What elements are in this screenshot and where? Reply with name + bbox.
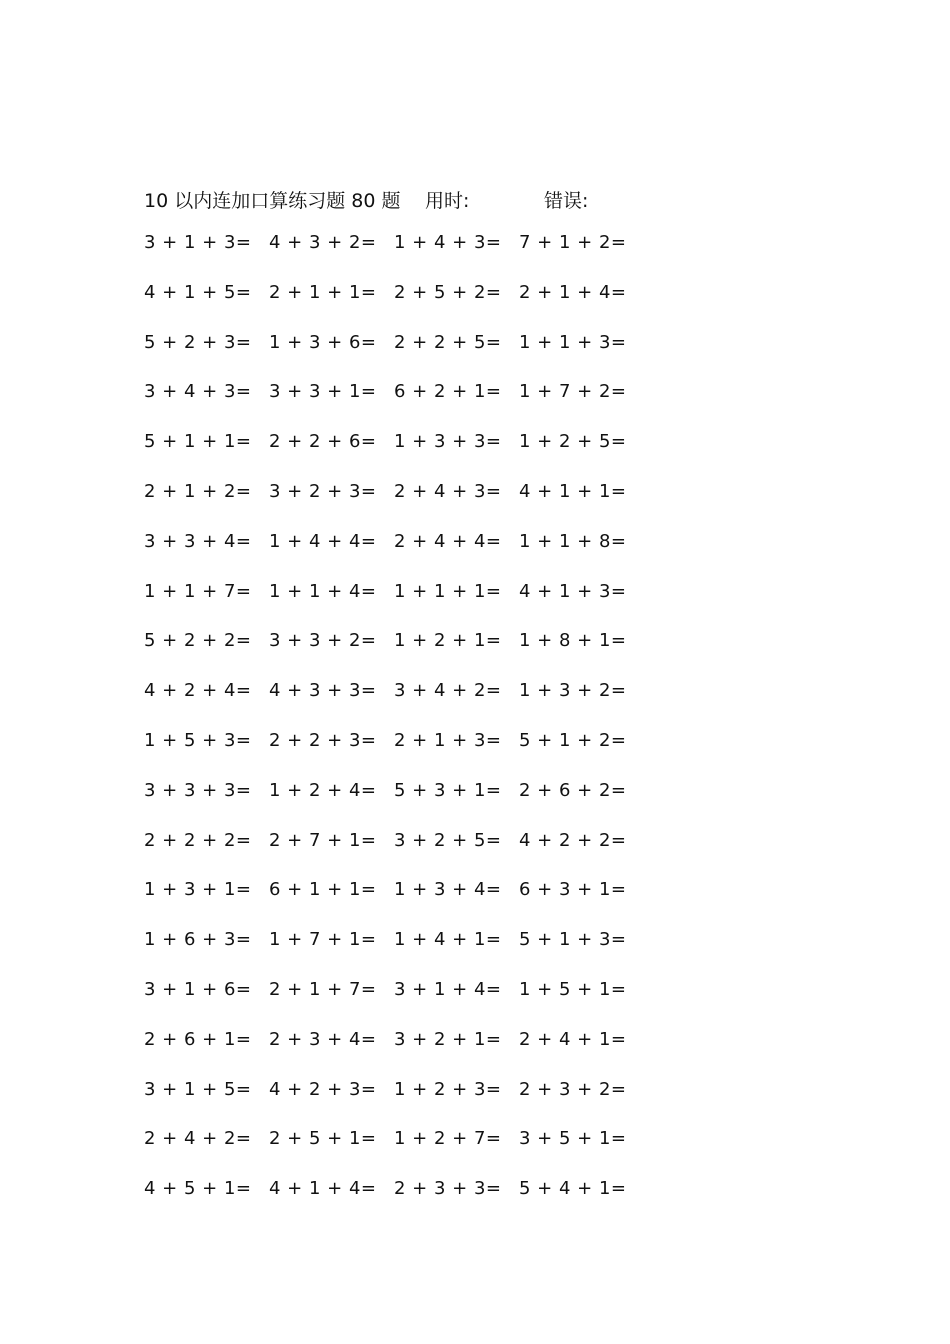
problem-row [144, 830, 644, 880]
addition-problem: 3 + 3 + 4= [144, 530, 252, 552]
addition-problem: 2 + 3 + 4= [269, 1028, 377, 1050]
addition-problem: 1 + 1 + 7= [144, 580, 252, 602]
addition-problem: 1 + 3 + 2= [519, 680, 627, 702]
addition-problem: 2 + 5 + 2= [394, 281, 502, 303]
addition-problem: 2 + 7 + 1= [269, 829, 377, 851]
addition-problem: 1 + 1 + 3= [519, 331, 627, 353]
addition-problem: 1 + 5 + 1= [519, 978, 627, 1000]
addition-problem: 1 + 2 + 3= [394, 1078, 502, 1100]
addition-problem: 3 + 3 + 1= [269, 381, 377, 403]
problem-row [144, 481, 644, 531]
addition-problem: 2 + 5 + 1= [269, 1128, 377, 1150]
problem-row [144, 630, 644, 680]
addition-problem: 2 + 1 + 3= [394, 729, 502, 751]
addition-problem: 2 + 3 + 2= [519, 1078, 627, 1100]
worksheet-title: 10 以内连加口算练习题 80 题 [144, 190, 401, 212]
problem-row [144, 979, 644, 1029]
addition-problem: 3 + 2 + 5= [394, 829, 502, 851]
addition-problem: 5 + 1 + 3= [519, 929, 627, 951]
addition-problem: 2 + 4 + 1= [519, 1028, 627, 1050]
addition-problem: 1 + 7 + 2= [519, 381, 627, 403]
addition-problem: 2 + 2 + 3= [269, 729, 377, 751]
addition-problem: 4 + 5 + 1= [144, 1178, 252, 1200]
addition-problem: 3 + 1 + 5= [144, 1078, 252, 1100]
problem-grid [144, 232, 644, 1228]
addition-problem: 4 + 1 + 5= [144, 281, 252, 303]
addition-problem: 1 + 1 + 4= [269, 580, 377, 602]
addition-problem: 1 + 5 + 3= [144, 729, 252, 751]
addition-problem: 1 + 6 + 3= [144, 929, 252, 951]
problem-row [144, 1178, 644, 1228]
addition-problem: 1 + 1 + 8= [519, 530, 627, 552]
addition-problem: 1 + 2 + 5= [519, 431, 627, 453]
addition-problem: 1 + 3 + 6= [269, 331, 377, 353]
addition-problem: 2 + 2 + 2= [144, 829, 252, 851]
addition-problem: 1 + 4 + 3= [394, 232, 502, 253]
problem-row [144, 730, 644, 780]
problem-row [144, 680, 644, 730]
addition-problem: 5 + 4 + 1= [519, 1178, 627, 1200]
addition-problem: 5 + 2 + 3= [144, 331, 252, 353]
problem-row [144, 1029, 644, 1079]
addition-problem: 2 + 6 + 1= [144, 1028, 252, 1050]
addition-problem: 4 + 3 + 2= [269, 232, 377, 253]
addition-problem: 3 + 4 + 2= [394, 680, 502, 702]
addition-problem: 5 + 1 + 2= [519, 729, 627, 751]
addition-problem: 3 + 3 + 3= [144, 779, 252, 801]
addition-problem: 2 + 1 + 7= [269, 978, 377, 1000]
addition-problem: 5 + 3 + 1= [394, 779, 502, 801]
addition-problem: 1 + 8 + 1= [519, 630, 627, 652]
problem-row [144, 332, 644, 382]
addition-problem: 5 + 2 + 2= [144, 630, 252, 652]
addition-problem: 2 + 1 + 4= [519, 281, 627, 303]
addition-problem: 1 + 3 + 3= [394, 431, 502, 453]
addition-problem: 4 + 1 + 3= [519, 580, 627, 602]
addition-problem: 4 + 1 + 4= [269, 1178, 377, 1200]
problem-row [144, 780, 644, 830]
addition-problem: 2 + 4 + 3= [394, 480, 502, 502]
addition-problem: 2 + 2 + 5= [394, 331, 502, 353]
addition-problem: 4 + 1 + 1= [519, 480, 627, 502]
problem-row [144, 282, 644, 332]
problem-row [144, 232, 644, 282]
addition-problem: 3 + 1 + 4= [394, 978, 502, 1000]
addition-problem: 2 + 1 + 2= [144, 480, 252, 502]
addition-problem: 3 + 4 + 3= [144, 381, 252, 403]
addition-problem: 1 + 2 + 4= [269, 779, 377, 801]
addition-problem: 2 + 2 + 6= [269, 431, 377, 453]
addition-problem: 2 + 1 + 1= [269, 281, 377, 303]
addition-problem: 4 + 3 + 3= [269, 680, 377, 702]
addition-problem: 6 + 1 + 1= [269, 879, 377, 901]
addition-problem: 6 + 2 + 1= [394, 381, 502, 403]
problem-row [144, 581, 644, 631]
addition-problem: 1 + 7 + 1= [269, 929, 377, 951]
problem-row [144, 1079, 644, 1129]
addition-problem: 2 + 4 + 4= [394, 530, 502, 552]
addition-problem: 3 + 1 + 3= [144, 232, 252, 253]
addition-problem: 7 + 1 + 2= [519, 232, 627, 253]
addition-problem: 3 + 1 + 6= [144, 978, 252, 1000]
addition-problem: 1 + 4 + 1= [394, 929, 502, 951]
addition-problem: 6 + 3 + 1= [519, 879, 627, 901]
problem-row [144, 879, 644, 929]
errors-label: 错误: [544, 190, 589, 212]
addition-problem: 3 + 3 + 2= [269, 630, 377, 652]
addition-problem: 2 + 6 + 2= [519, 779, 627, 801]
addition-problem: 4 + 2 + 4= [144, 680, 252, 702]
addition-problem: 1 + 4 + 4= [269, 530, 377, 552]
addition-problem: 4 + 2 + 3= [269, 1078, 377, 1100]
addition-problem: 1 + 2 + 1= [394, 630, 502, 652]
addition-problem: 3 + 2 + 1= [394, 1028, 502, 1050]
problem-row [144, 1128, 644, 1178]
addition-problem: 3 + 2 + 3= [269, 480, 377, 502]
problem-row [144, 531, 644, 581]
problem-row [144, 381, 644, 431]
problem-row [144, 431, 644, 481]
addition-problem: 2 + 4 + 2= [144, 1128, 252, 1150]
addition-problem: 1 + 3 + 4= [394, 879, 502, 901]
addition-problem: 1 + 3 + 1= [144, 879, 252, 901]
addition-problem: 3 + 5 + 1= [519, 1128, 627, 1150]
addition-problem: 2 + 3 + 3= [394, 1178, 502, 1200]
problem-row [144, 929, 644, 979]
addition-problem: 1 + 2 + 7= [394, 1128, 502, 1150]
addition-problem: 5 + 1 + 1= [144, 431, 252, 453]
addition-problem: 4 + 2 + 2= [519, 829, 627, 851]
time-used-label: 用时: [425, 190, 470, 212]
addition-problem: 1 + 1 + 1= [394, 580, 502, 602]
